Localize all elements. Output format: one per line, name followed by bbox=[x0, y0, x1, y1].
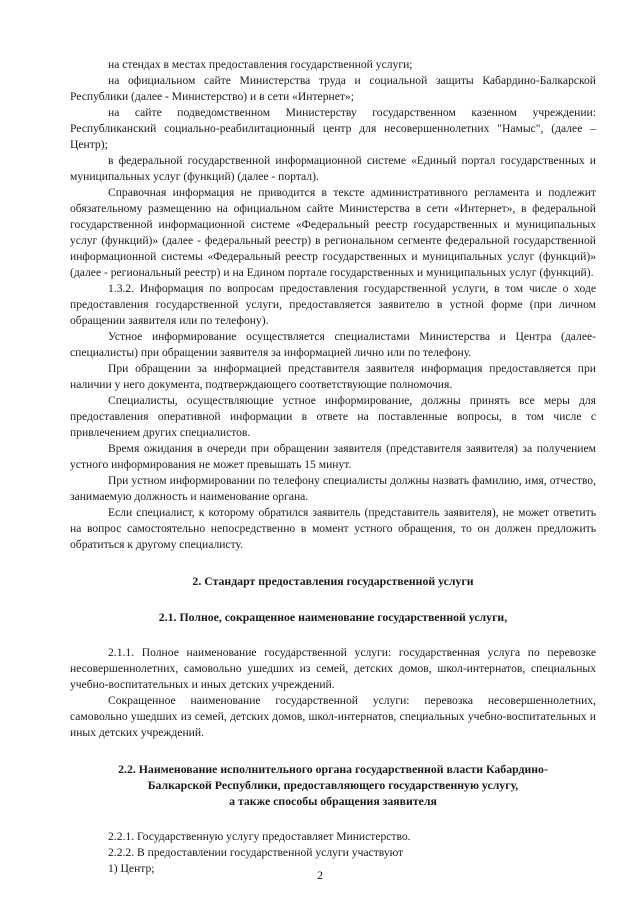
paragraph: 1.3.2. Информация по вопросам предоставления государственной услуги, в том числе о ходе предоставления государственной услуги, предоставляется заявителю в устной форме (при личном обращении заявителя или по телефону). bbox=[70, 282, 596, 327]
paragraph: в федеральной государственной информационной системе «Единый портал государственных и муниципальных услуг (функций) (далее - портал). bbox=[70, 154, 596, 183]
page-number: 2 bbox=[317, 868, 323, 882]
paragraph: Сокращенное наименование государственной услуги: перевозка несовершеннолетних, самовольно ушедших из семей, детских домов, школ-интернатов, специальных учебно-воспитательных и иных детских учреждений. bbox=[70, 694, 596, 739]
subsection-heading bbox=[70, 761, 596, 809]
section-heading: 2. Стандарт предоставления государственной услуги bbox=[192, 574, 474, 588]
paragraph: Если специалист, к которому обратился заявитель (представитель заявителя), не может ответить на вопрос самостоятельно непосредственно в момент устного обращения, то он должен предложить обратиться к другому специалисту. bbox=[70, 506, 596, 551]
paragraph: Специалисты, осуществляющие устное информирование, должны принять все меры для предоставления оперативной информации в ответе на поставленные вопросы, в том числе с привлечением других специалистов. bbox=[70, 394, 596, 439]
paragraph: 2.2.2. В предоставлении государственной услуги участвуют bbox=[108, 846, 404, 859]
paragraph: При устном информировании по телефону специалисты должны назвать фамилию, имя, отчество, занимаемую должность и наименование органа. bbox=[70, 474, 596, 503]
paragraph: Время ожидания в очереди при обращении заявителя (представителя заявителя) за получением устного информирования не может превышать 15 минут. bbox=[70, 442, 596, 471]
paragraph: 2.2.1. Государственную услугу предоставляет Министерство. bbox=[108, 830, 411, 843]
heading-line: а также способы обращения заявителя bbox=[229, 794, 437, 808]
paragraph: 2.1.1. Полное наименование государственной услуги: государственная услуга по перевозке несовершеннолетних, самовольно ушедших из семей, детских домов, школ-интернатов, специальных учебно-воспитательных и иных детских учреждений. bbox=[70, 646, 596, 691]
paragraph: При обращении за информацией представителя заявителя информация предоставляется при наличии у него документа, подтверждающего соответствующие полномочия. bbox=[70, 362, 596, 391]
paragraph: на стендах в местах предоставления государственной услуги; bbox=[108, 58, 413, 71]
paragraph: Справочная информация не приводится в тексте административного регламента и подлежит обязательному размещению на официальном сайте Министерства в сети «Интернет», в федеральной государственной информационной системе «Федеральный реестр государственных и муниципальных услуг (функций)» (далее - федеральный реестр) в региональном сегменте федеральной государственной информационной системы «Федеральный реестр государственных и муниципальных услуг (функций)» (далее - региональный реестр) и на Едином портале государственных и муниципальных услуг (функций). bbox=[70, 186, 596, 279]
paragraph: на официальном сайте Министерства труда и социальной защиты Кабардино-Балкарской Республики (далее - Министерство) и в сети «Интернет»; bbox=[70, 74, 596, 103]
heading-line: 2.2. Наименование исполнительного органа государственной власти Кабардино- bbox=[118, 762, 548, 776]
heading-line: Балкарской Республики, предоставляющего государственную услугу, bbox=[147, 778, 519, 792]
paragraph: на сайте подведомственном Министерству государственном казенном учреждении: Республиканский социально-реабилитационный центр для несовершеннолетних "Намыс", (далее – Центр); bbox=[70, 106, 596, 151]
paragraph: 1) Центр; bbox=[108, 862, 155, 875]
subsection-heading: 2.1. Полное, сокращенное наименование государственной услуги, bbox=[158, 610, 508, 624]
paragraph: Устное информирование осуществляется специалистами Министерства и Центра (далее-специалисты) при обращении заявителя за информацией лично или по телефону. bbox=[70, 330, 596, 359]
